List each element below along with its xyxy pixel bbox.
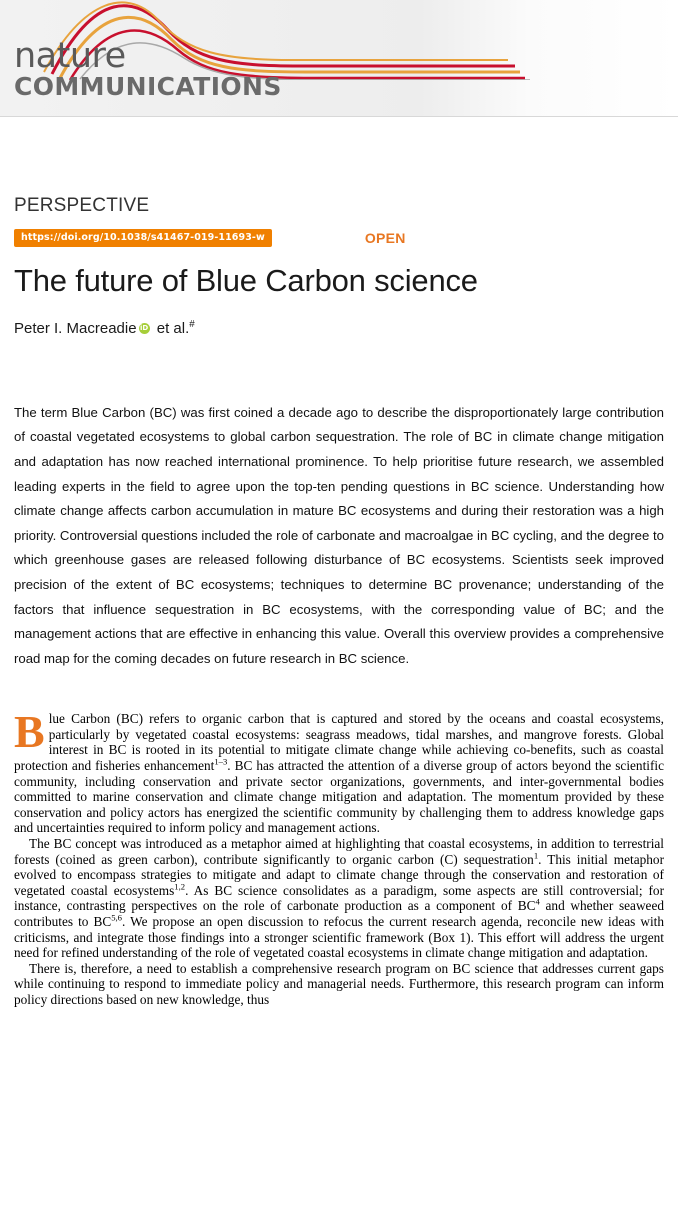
journal-brand	[14, 36, 282, 101]
doi-badge[interactable]: https://doi.org/10.1038/s41467-019-11693-w	[14, 229, 272, 247]
citation-ref-1[interactable]: 1–3	[214, 756, 228, 767]
article-content	[0, 195, 678, 1008]
badge-row	[14, 229, 664, 249]
body-p2-part5: . We propose an open discussion to refocus the current research agenda, reconcile new ideas with criticisms, and integrate those findings into a stronger scientific framework (Box 1). This effort will address the urgent need for refined understanding of the role of vegetated coastal ecosystems in climate change mitigation and adaptation.	[14, 914, 665, 961]
orcid-id-icon[interactable]	[139, 323, 150, 334]
body-paragraph-2	[14, 836, 664, 961]
page-title: The future of Blue Carbon science	[14, 263, 478, 298]
body-p2-part2: . This initial metaphor evolved to encompass strategies to mitigate and adapt to climate change through the conservation and restoration of vegetated coastal ecosystems	[14, 851, 664, 898]
article-body	[14, 706, 665, 1007]
article-type-label: PERSPECTIVE	[14, 195, 150, 216]
body-paragraph-3: There is, therefore, a need to establish a comprehensive research program on BC science that addresses current gaps while continuing to respond to immediate policy and managerial needs. Furthermore, this research program can inform policy directions based on new knowledge, thus	[14, 960, 664, 1007]
brand-communications-text: COMMUNICATIONS	[14, 72, 282, 101]
citation-ref-4[interactable]: 4	[535, 897, 540, 907]
author-footnote-marker: #	[189, 318, 195, 330]
body-p1-part1: lue Carbon (BC) refers to organic carbon that is captured and stored by the oceans and coastal ecosystems, particularly by vegetated coastal ecosystems: seagrass meadows, tidal marshes, and mangrove forests. Global interest in BC is rooted in its potential to mitigate climate change while achieving co-benefits, such as coastal protection and fisheries enhancement	[14, 711, 664, 774]
journal-masthead	[0, 0, 678, 117]
body-p2-part1: The BC concept was introduced as a metaphor aimed at highlighting that coastal ecosystems, in addition to terrestrial forests (coined as green carbon), contribute significantly to organic carbon (C) sequestration	[14, 836, 664, 867]
body-p1-part2: . BC has attracted the attention of a diverse group of actors beyond the scientific community, including conservation and private sector organizations, governments, and inter-governmental bodies committed to marine conservation and climate change mitigation and adaptation. The momentum provided by these conservation and policy actors has energized the scientific community by challenging them to address knowledge gaps and uncertainties required to inform policy and management actions.	[14, 758, 664, 836]
body-p2-part4: and whether seaweed contributes to BC	[14, 898, 665, 930]
open-access-label: OPEN	[364, 230, 406, 247]
citation-ref-3[interactable]: 1,2	[174, 881, 186, 892]
citation-ref-5[interactable]: 5,6	[111, 912, 122, 923]
drop-cap: B	[14, 706, 45, 758]
author-name[interactable]: Peter I. Macreadie	[14, 319, 137, 337]
body-p2-part3: . As BC science consolidates as a paradigm, some aspects are still controversial; for instance, contrasting perspectives on the role of carbonate production as a component of BC	[14, 882, 664, 914]
author-etal: et al.	[152, 319, 190, 337]
brand-nature-text: nature	[14, 36, 126, 76]
author-line	[14, 320, 664, 337]
abstract-text: The term Blue Carbon (BC) was first coined a decade ago to describe the disproportionately large contribution of coastal vegetated ecosystems to global carbon sequestration. The role of BC in climate change mitigation and adaptation has now reached international prominence. To help prioritise future research, we assembled leading experts in the field to agree upon the top-ten pending questions in BC science. Understanding how climate change affects carbon accumulation in mature BC ecosystems and during their restoration was a high priority. Controversial questions included the role of carbonate and macroalgae in BC cycling, and the degree to which greenhouse gases are released following disturbance of BC ecosystems. Scientists seek improved precision of the extent of BC ecosystems; techniques to determine BC provenance; understanding of the factors that influence sequestration in BC ecosystems, with the corresponding value of BC; and the management actions that are effective in enhancing this value. Overall this overview provides a comprehensive road map for the coming decades on future research in BC science.	[14, 404, 664, 666]
body-paragraph-1	[14, 706, 664, 836]
citation-ref-2[interactable]: 1	[533, 850, 539, 861]
